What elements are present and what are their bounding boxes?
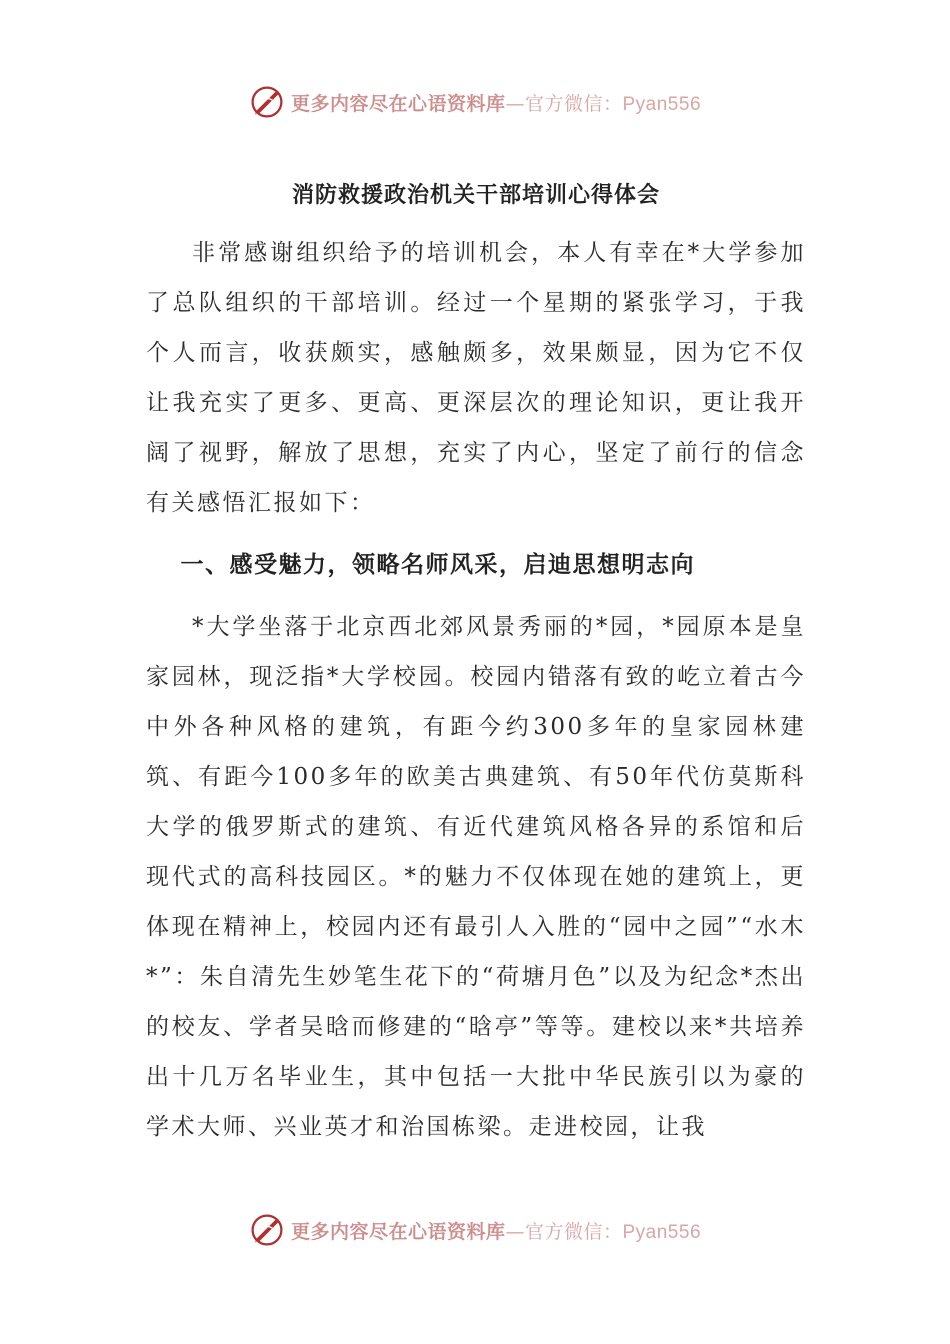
watermark-brand: 更多内容尽在心语资料库 <box>290 1220 506 1243</box>
watermark-separator: — <box>505 1220 525 1243</box>
document-body <box>146 170 806 1152</box>
section-1-paragraph: *大学坐落于北京西北郊风景秀丽的*园，*园原本是皇家园林，现泛指*大学校园。校园内错落有致的屹立着古今中外各种风格的建筑，有距今约300多年的皇家园林建筑、有距今100多年的欧美古典建筑、有50年代仿莫斯科大学的俄罗斯式的建筑、有近代建筑风格各异的系馆和后现代式的高科技园区。*的魅力不仅体现在她的建筑上，更体现在精神上，校园内还有最引人入胜的“园中之园”“水木*”：朱自清先生妙笔生花下的“荷塘月色”以及为纪念*杰出的校友、学者吴晗而修建的“晗亭”等等。建校以来*共培养出十几万名毕业生，其中包括一大批中华民族引以为豪的学术大师、兴业英才和治国栋梁。走进校园，让我 <box>146 614 806 1140</box>
watermark-footer <box>0 1210 950 1250</box>
intro-paragraph: 非常感谢组织给予的培训机会，本人有幸在*大学参加了总队组织的干部培训。经过一个星期的紧张学习，于我个人而言，收获颇实，感触颇多，效果颇显，因为它不仅让我充实了更多、更高、更深层次的理论知识，更让我开阔了视野，解放了思想，充实了内心，坚定了前行的信念有关感悟汇报如下： <box>146 240 806 516</box>
watermark-handle: Pyan556 <box>622 93 702 115</box>
watermark-separator: — <box>505 92 525 115</box>
pen-logo-icon <box>249 1212 285 1248</box>
watermark-text <box>291 89 701 116</box>
document-title: 消防救援政治机关干部培训心得体会 <box>291 182 660 208</box>
watermark-label: 官方微信： <box>524 92 623 115</box>
watermark-label: 官方微信： <box>524 1220 623 1243</box>
pen-logo-icon <box>249 84 285 120</box>
section-heading-1: 一、感受魅力，领略名师风采，启迪思想明志向 <box>180 551 695 578</box>
watermark-brand: 更多内容尽在心语资料库 <box>290 92 506 115</box>
watermark-text <box>291 1217 701 1244</box>
watermark-handle: Pyan556 <box>622 1221 702 1243</box>
watermark-header <box>0 82 950 122</box>
